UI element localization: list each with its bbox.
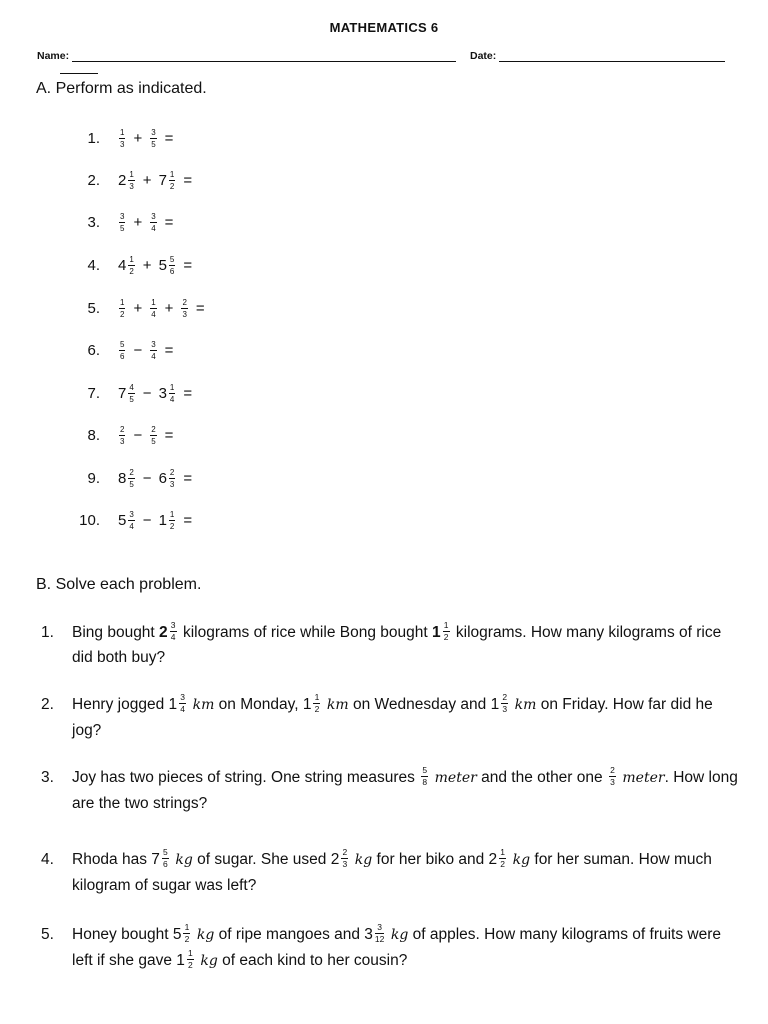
name-label: Name:: [37, 50, 70, 62]
fraction-numerator: 5: [120, 339, 125, 349]
equals-sign: =: [183, 384, 193, 402]
whole-number: 5: [158, 256, 167, 274]
fraction-denominator: 2: [169, 181, 175, 191]
exercise-item: [62, 422, 180, 448]
fraction-bar: [150, 222, 156, 223]
fraction-denominator: 2: [129, 266, 134, 276]
fraction-numerator: 5: [422, 765, 428, 776]
problem-text: [72, 847, 741, 898]
fraction-denominator: 3: [182, 309, 187, 319]
fraction-numerator: 5: [163, 847, 168, 858]
equals-sign: =: [183, 171, 193, 189]
date-blank: [499, 51, 725, 62]
whole-number: 5: [172, 926, 182, 943]
fraction: [119, 298, 125, 319]
fraction-denominator: 2: [443, 632, 449, 643]
fraction-denominator: 2: [500, 859, 506, 870]
mixed-number: [607, 765, 618, 788]
fraction: [499, 848, 506, 869]
problem-text-run: . How long are the two strings?: [72, 769, 738, 812]
section-b-heading: B. Solve each problem.: [36, 576, 202, 593]
fraction: [169, 170, 175, 191]
fraction: [375, 923, 384, 944]
fraction-denominator: 4: [151, 351, 156, 361]
item-number: 5.: [87, 299, 100, 317]
math-expression: [118, 383, 199, 404]
fraction-numerator: 1: [169, 509, 175, 519]
whole-number: 7: [118, 384, 127, 402]
fraction: [169, 383, 175, 404]
operator: −: [142, 469, 152, 487]
whole-number: 1: [176, 952, 185, 969]
item-number: 2.: [87, 171, 100, 189]
fraction: [150, 425, 156, 446]
exercise-item: [62, 125, 180, 151]
exercise-item: [62, 380, 199, 406]
fraction-denominator: 3: [120, 139, 125, 149]
problem-number: 2.: [41, 696, 54, 713]
exercise-item: [62, 167, 199, 193]
fraction: [187, 949, 194, 970]
fraction: [150, 212, 156, 233]
whole-number: 1: [431, 624, 441, 641]
fraction-bar: [128, 180, 134, 181]
problem-text-run: of apples. How many kilograms of fruits were left if she gave: [72, 926, 721, 969]
exercise-item: [62, 337, 180, 363]
math-expression: [118, 340, 180, 361]
fraction: [169, 468, 175, 489]
fraction-bar: [119, 138, 125, 139]
fraction-numerator: 1: [314, 692, 320, 703]
whole-number: 1: [158, 511, 167, 529]
fraction-denominator: 4: [170, 632, 176, 643]
fraction-denominator: 6: [169, 266, 175, 276]
whole-number: 3: [364, 926, 373, 943]
problem-text-run: Joy has two pieces of string. One string measures: [72, 769, 420, 786]
equals-sign: =: [183, 256, 193, 274]
unit-label: kg: [170, 852, 193, 868]
fraction-numerator: 1: [120, 297, 125, 307]
exercise-item: [62, 209, 180, 235]
fraction-denominator: 3: [169, 479, 175, 489]
fraction-denominator: 12: [374, 934, 385, 945]
fraction: [119, 340, 125, 361]
fraction: [119, 425, 125, 446]
equals-sign: =: [164, 341, 174, 359]
fraction-bar: [150, 308, 156, 309]
equals-sign: =: [164, 213, 174, 231]
fraction-denominator: 3: [129, 181, 134, 191]
fraction-numerator: 4: [129, 382, 134, 392]
item-number: 7.: [87, 384, 100, 402]
fraction: [169, 510, 175, 531]
mixed-number: [488, 847, 509, 870]
unit-label: kg: [508, 852, 531, 868]
fraction-bar: [150, 138, 156, 139]
fraction-denominator: 6: [163, 859, 168, 870]
fraction-bar: [119, 350, 125, 351]
fraction: [150, 340, 156, 361]
mixed-number: [168, 692, 189, 715]
word-problem: [41, 692, 741, 743]
fraction-numerator: 1: [129, 254, 134, 264]
item-number: 3.: [87, 213, 100, 231]
equals-sign: =: [164, 129, 174, 147]
problem-text: [72, 922, 741, 974]
unit-label: meter: [430, 770, 477, 786]
fraction-denominator: 5: [129, 394, 134, 404]
date-label: Date:: [470, 50, 497, 62]
fraction-numerator: 2: [169, 467, 175, 477]
mixed-number: [172, 922, 193, 945]
fraction: [183, 923, 190, 944]
fraction: [179, 693, 186, 714]
fraction-bar: [128, 393, 134, 394]
fraction-denominator: 5: [129, 479, 134, 489]
whole-number: 2: [118, 171, 127, 189]
word-problem: [41, 620, 741, 670]
equals-sign: =: [164, 426, 174, 444]
fraction-numerator: 2: [502, 692, 508, 703]
unit-label: kg: [192, 927, 215, 943]
whole-number: 2: [488, 851, 498, 868]
fraction: [162, 848, 169, 869]
fraction: [128, 383, 134, 404]
fraction-denominator: 4: [169, 394, 175, 404]
fraction-denominator: 4: [129, 521, 134, 531]
math-expression: [118, 128, 180, 149]
mixed-number: [431, 620, 452, 643]
fraction-bar: [119, 308, 125, 309]
problem-text: [72, 692, 741, 743]
mixed-number: [151, 847, 171, 870]
fraction-numerator: 3: [129, 509, 134, 519]
fraction-denominator: 4: [180, 704, 185, 715]
fraction: [128, 170, 134, 191]
fraction-denominator: 2: [184, 934, 190, 945]
mixed-number: [364, 922, 386, 945]
whole-number: 8: [118, 469, 127, 487]
fraction-bar: [169, 180, 175, 181]
fraction: [128, 510, 134, 531]
date-field[interactable]: [470, 50, 725, 62]
fraction-numerator: 2: [120, 424, 125, 434]
fraction-denominator: 3: [610, 777, 615, 788]
fraction: [501, 693, 508, 714]
fraction-denominator: 2: [120, 309, 125, 319]
fraction-bar: [150, 350, 156, 351]
fraction-numerator: 3: [151, 211, 156, 221]
operator: +: [133, 299, 143, 317]
problem-text-run: kilograms of rice while Bong bought: [178, 624, 432, 641]
whole-number: 7: [151, 851, 160, 868]
math-expression: [118, 425, 180, 446]
problem-text-run: on Wednesday and: [348, 696, 491, 713]
operator: −: [142, 384, 152, 402]
whole-number: 2: [330, 851, 340, 868]
item-number: 6.: [87, 341, 100, 359]
item-number: 1.: [87, 129, 100, 147]
fraction-numerator: 2: [610, 765, 615, 776]
fraction-numerator: 1: [120, 127, 125, 137]
fraction: [609, 766, 616, 787]
fraction-denominator: 2: [169, 521, 175, 531]
problem-text-run: Bing bought: [72, 624, 160, 641]
operator: −: [142, 511, 152, 529]
unit-label: km: [188, 697, 215, 713]
item-number: 10.: [79, 511, 100, 529]
unit-label: meter: [617, 770, 665, 786]
problem-text: [72, 765, 741, 816]
fraction: [443, 621, 450, 642]
operator: +: [142, 171, 152, 189]
fraction-denominator: 6: [120, 351, 125, 361]
fraction-numerator: 5: [169, 254, 175, 264]
problem-number: 4.: [41, 851, 54, 868]
fraction: [119, 128, 125, 149]
problem-text-run: for her biko and: [372, 851, 489, 868]
math-expression: [118, 212, 180, 233]
whole-number: 2: [159, 624, 168, 641]
fraction: [181, 298, 187, 319]
fraction-denominator: 3: [120, 436, 125, 446]
fraction-numerator: 2: [342, 847, 348, 858]
item-number: 4.: [87, 256, 100, 274]
math-expression: [118, 510, 199, 531]
fraction: [313, 693, 320, 714]
mixed-number: [490, 692, 511, 715]
problem-text-run: Henry jogged: [72, 696, 169, 713]
fraction-numerator: 1: [188, 948, 193, 959]
word-problem: [41, 847, 741, 898]
word-problem: [41, 765, 741, 816]
problem-number: 3.: [41, 769, 54, 786]
exercise-item: [62, 252, 199, 278]
fraction-numerator: 3: [180, 692, 185, 703]
fraction: [421, 766, 428, 787]
operator: +: [164, 299, 174, 317]
fraction-bar: [169, 478, 175, 479]
fraction: [119, 212, 125, 233]
fraction-numerator: 1: [184, 922, 190, 933]
mixed-number: [176, 948, 196, 971]
fraction-denominator: 4: [151, 309, 156, 319]
fraction-denominator: 3: [342, 859, 348, 870]
fraction: [170, 621, 177, 642]
fraction: [169, 255, 175, 276]
fraction: [150, 298, 156, 319]
whole-number: 5: [118, 511, 127, 529]
fraction-bar: [181, 308, 187, 309]
fraction: [150, 128, 156, 149]
fraction-numerator: 2: [182, 297, 187, 307]
unit-label: km: [510, 697, 537, 713]
equals-sign: =: [183, 469, 193, 487]
operator: −: [133, 341, 143, 359]
fraction-denominator: 4: [151, 223, 156, 233]
whole-number: 1: [168, 696, 178, 713]
fraction-numerator: 1: [500, 847, 506, 858]
operator: −: [133, 426, 143, 444]
fraction-numerator: 3: [170, 620, 176, 631]
problem-text-run: of ripe mangoes and: [214, 926, 365, 943]
problem-text-run: of sugar. She used: [192, 851, 331, 868]
problem-text-run: kilograms. How many kilograms of rice did both buy?: [72, 624, 722, 666]
word-problem: [41, 922, 741, 974]
operator: +: [133, 213, 143, 231]
whole-number: 1: [490, 696, 500, 713]
whole-number: 4: [118, 256, 127, 274]
problem-number: 1.: [41, 624, 54, 641]
fraction: [341, 848, 348, 869]
whole-number: 1: [302, 696, 312, 713]
problem-text-run: on Monday,: [214, 696, 303, 713]
math-expression: [118, 170, 199, 191]
fraction-numerator: 1: [443, 620, 449, 631]
fraction-numerator: 2: [151, 424, 156, 434]
fraction-bar: [128, 520, 134, 521]
operator: +: [142, 256, 152, 274]
equals-sign: =: [195, 299, 205, 317]
fraction-numerator: 1: [129, 169, 134, 179]
whole-number: 3: [158, 384, 167, 402]
fraction-bar: [169, 520, 175, 521]
fraction-denominator: 3: [502, 704, 508, 715]
math-expression: [118, 255, 199, 276]
problem-text-run: Honey bought: [72, 926, 173, 943]
fraction-bar: [119, 435, 125, 436]
problem-text: [72, 620, 741, 670]
name-continuation-line: [60, 73, 98, 74]
exercise-item: [62, 295, 212, 321]
unit-label: kg: [195, 953, 218, 969]
whole-number: 7: [158, 171, 167, 189]
name-field[interactable]: [37, 50, 456, 62]
math-expression: [118, 468, 199, 489]
problem-text-run: for her suman. How much kilogram of sugar was left?: [72, 851, 712, 894]
fraction-numerator: 3: [151, 339, 156, 349]
mixed-number: [330, 847, 351, 870]
problem-number: 5.: [41, 926, 54, 943]
fraction: [128, 255, 134, 276]
fraction-denominator: 5: [151, 436, 156, 446]
fraction-denominator: 5: [120, 223, 125, 233]
fraction-numerator: 3: [151, 127, 156, 137]
operator: +: [133, 129, 143, 147]
fraction-numerator: 1: [169, 382, 175, 392]
unit-label: kg: [386, 927, 409, 943]
fraction: [128, 468, 134, 489]
page-title: MATHEMATICS 6: [329, 20, 439, 35]
fraction-numerator: 3: [120, 211, 125, 221]
section-a-heading: A. Perform as indicated.: [36, 80, 207, 97]
fraction-numerator: 1: [169, 169, 175, 179]
name-blank: [72, 51, 456, 62]
equals-sign: =: [183, 511, 193, 529]
unit-label: km: [322, 697, 349, 713]
fraction-bar: [119, 222, 125, 223]
item-number: 8.: [87, 426, 100, 444]
fraction-bar: [169, 265, 175, 266]
unit-label: kg: [350, 852, 373, 868]
mixed-number: [419, 765, 430, 788]
whole-number: 6: [158, 469, 167, 487]
exercise-item: [62, 507, 199, 533]
fraction-numerator: 1: [151, 297, 156, 307]
problem-text-run: and the other one: [476, 769, 607, 786]
fraction-bar: [128, 478, 134, 479]
fraction-bar: [169, 393, 175, 394]
problem-text-run: on Friday. How far did he jog?: [72, 696, 713, 739]
fraction-bar: [128, 265, 134, 266]
problem-text-run: of each kind to her cousin?: [217, 952, 408, 969]
fraction-denominator: 5: [151, 139, 156, 149]
mixed-number: [302, 692, 323, 715]
fraction-denominator: 2: [314, 704, 320, 715]
fraction-numerator: 2: [129, 467, 134, 477]
fraction-numerator: 3: [377, 922, 383, 933]
item-number: 9.: [87, 469, 100, 487]
fraction-bar: [150, 435, 156, 436]
fraction-denominator: 2: [188, 960, 193, 971]
problem-text-run: Rhoda has: [72, 851, 152, 868]
mixed-number: [159, 620, 179, 643]
fraction-denominator: 8: [422, 777, 428, 788]
math-expression: [118, 298, 212, 319]
exercise-item: [62, 465, 199, 491]
